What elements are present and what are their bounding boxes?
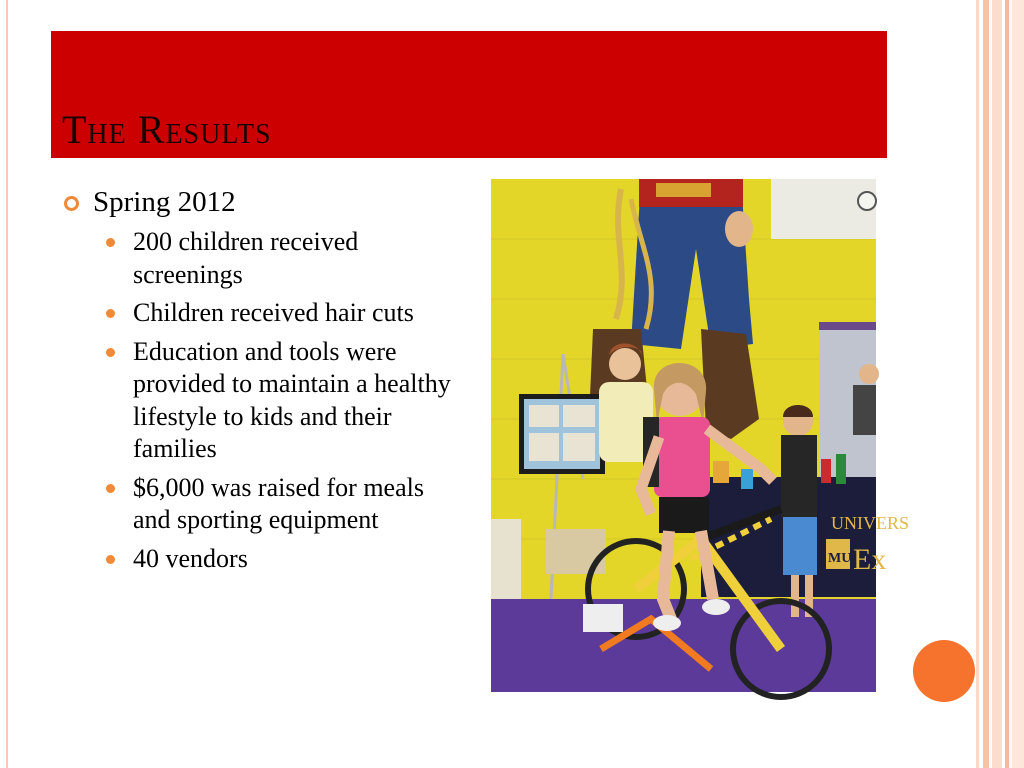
event-photo [491,179,910,692]
decorative-stripe [1012,0,1024,768]
logo-text: MU [828,551,852,566]
section-heading: Spring 2012 [93,186,236,218]
bullet-text: 40 vendors [133,543,248,573]
bullet-text: Children received hair cuts [133,298,414,327]
bullet-text: 200 children received screenings [133,227,359,289]
bullet-text: $6,000 was raised for meals and sporting equipment [133,472,424,534]
banner-text-2: Ex [853,543,887,576]
dot-bullet-icon [106,555,115,564]
list-item [62,226,462,291]
dot-bullet-icon [106,348,115,357]
section-heading-item [62,184,462,220]
bullet-text: Education and tools were provided to maintain a healthy lifestyle to kids and their families [133,336,451,463]
banner-text: UNIVERS [831,513,910,533]
dot-bullet-icon [106,484,115,493]
photo-illustration [491,179,910,692]
bullet-list [62,226,462,575]
content-area [62,184,462,581]
decorative-stripe [976,0,979,768]
list-item [62,297,462,330]
decorative-circle [913,640,975,702]
decorative-stripe [983,0,989,768]
list-item [62,336,462,466]
dot-bullet-icon [106,309,115,318]
decorative-stripe [1005,0,1009,768]
list-item [62,472,462,537]
decorative-stripe [992,0,1002,768]
slide-title: The Results [62,107,272,152]
left-border-line [6,0,8,768]
ring-bullet-icon [64,196,79,211]
list-item [62,543,462,576]
dot-bullet-icon [106,238,115,247]
